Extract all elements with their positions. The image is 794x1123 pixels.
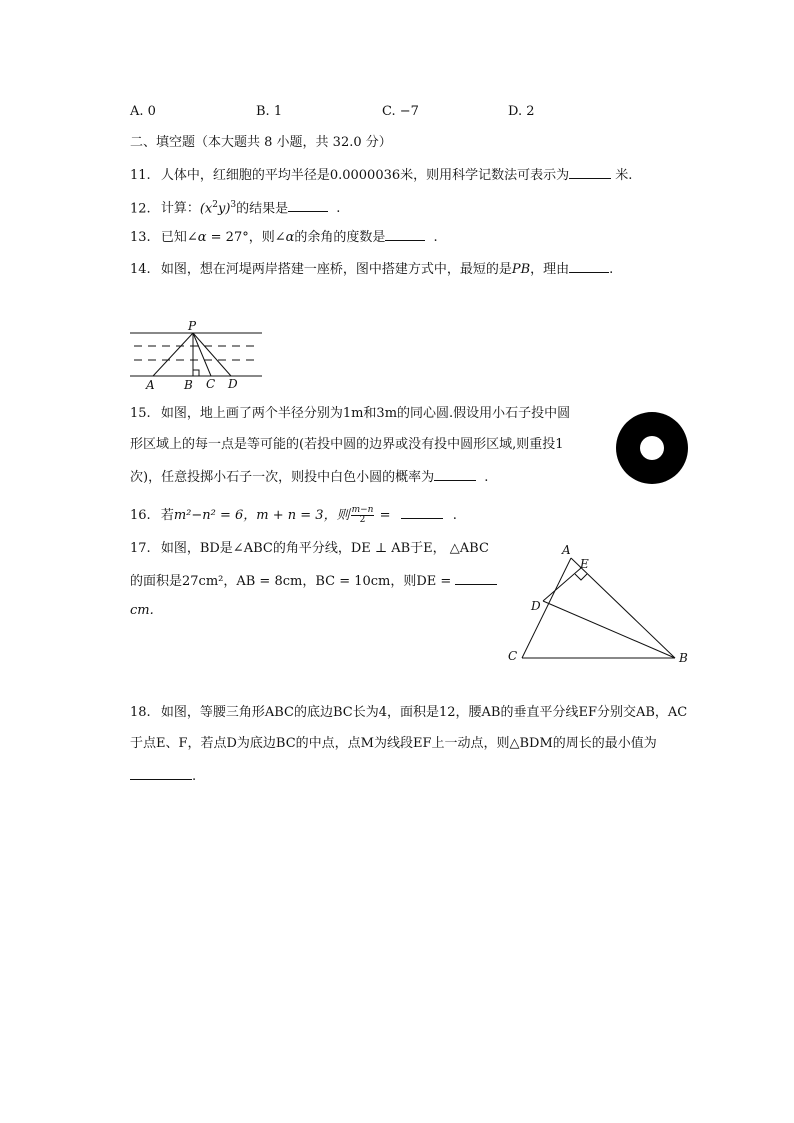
question-number: 13. <box>130 230 151 245</box>
option-b: B. 1 <box>256 104 283 119</box>
label-b: B <box>184 378 193 392</box>
answer-blank[interactable] <box>455 571 497 585</box>
concentric-circles-figure <box>614 410 690 486</box>
label-a: A <box>146 378 155 392</box>
question-tail: . <box>452 508 457 523</box>
question-number: 14. <box>130 262 151 277</box>
alpha-symbol: α <box>285 230 295 245</box>
question-post: ，理由 <box>530 262 570 277</box>
equation-1: m²−n² = 6，m + n = 3，则 <box>173 508 350 523</box>
question-15-line-3 <box>130 467 488 487</box>
question-16 <box>130 505 457 525</box>
label-d: D <box>531 599 541 613</box>
segment-pb: PB <box>511 262 531 277</box>
question-17-line-1 <box>130 540 489 558</box>
option-d: D. 2 <box>508 104 535 119</box>
question-number: 17. <box>130 541 151 556</box>
bridge-figure <box>126 318 266 394</box>
exp-2: 3 <box>230 200 237 210</box>
question-15-line-2: 形区域上的每一点是等可能的(若投中圆的边界或没有投中圆形区域,则重投1 <box>130 437 564 452</box>
question-number: 12. <box>130 201 151 217</box>
label-b: B <box>679 651 688 665</box>
answer-blank[interactable] <box>569 165 611 179</box>
question-number: 16. <box>130 508 151 523</box>
question-tail: . <box>192 769 197 784</box>
expr-mid: y) <box>217 201 231 217</box>
label-c: C <box>508 649 518 663</box>
question-text: 人体中，红细胞的平均半径是0.0000036米，则用科学记数法可表示为 <box>160 168 570 183</box>
question-number: 15. <box>130 406 151 421</box>
alpha-symbol: α <box>197 230 207 245</box>
fraction-denominator: 2 <box>359 515 366 525</box>
label-d: D <box>228 377 238 391</box>
equation-2: = <box>375 508 395 523</box>
question-17-line-2 <box>130 571 497 591</box>
answer-blank[interactable] <box>434 467 476 481</box>
question-prefix: 计算： <box>160 201 200 217</box>
question-post: 的余角的度数是 <box>294 230 386 245</box>
question-tail: 米. <box>615 168 633 183</box>
answer-blank[interactable] <box>401 505 443 519</box>
question-prefix: 若 <box>160 508 174 523</box>
section-title: 二、填空题（本大题共 8 小题，共 32.0 分） <box>130 135 392 150</box>
question-18-line-3 <box>130 766 196 786</box>
question-tail: . <box>433 230 438 245</box>
answer-blank[interactable] <box>385 227 425 241</box>
expr-base: (x <box>199 201 213 217</box>
question-15-line-1 <box>130 405 570 423</box>
question-18-line-1 <box>130 704 687 722</box>
question-text: 如图，等腰三角形ABC的底边BC长为4，面积是12，腰AB的垂直平分线EF分别交AB，AC <box>160 705 688 720</box>
answer-blank[interactable] <box>130 766 192 780</box>
question-13 <box>130 227 438 247</box>
question-prefix: 已知∠ <box>160 230 198 245</box>
question-17-line-3: cm. <box>130 603 154 618</box>
question-post: 的结果是 <box>236 201 289 217</box>
question-tail: . <box>336 201 341 217</box>
question-11 <box>130 165 632 185</box>
answer-blank[interactable] <box>288 198 328 212</box>
question-number: 18. <box>130 705 151 720</box>
question-12 <box>130 196 340 218</box>
question-tail: . <box>484 470 489 485</box>
triangle-figure <box>500 538 700 670</box>
question-number: 11. <box>130 168 151 183</box>
question-18-line-2: 于点E、F，若点D为底边BC的中点，点M为线段EF上一动点，则△BDM的周长的最小值为 <box>130 736 657 751</box>
option-a: A. 0 <box>130 104 156 119</box>
fraction <box>351 506 375 525</box>
label-c: C <box>206 377 216 391</box>
answer-blank[interactable] <box>569 259 609 273</box>
label-a: A <box>562 543 571 557</box>
question-text: 的面积是27cm²，AB = 8cm，BC = 10cm，则DE = <box>130 574 452 589</box>
question-text: 次)，任意投掷小石子一次，则投中白色小圆的概率为 <box>130 470 435 485</box>
option-c: C. −7 <box>382 104 419 119</box>
question-text: 如图，地上画了两个半径分别为1m和3m的同心圆.假设用小石子投中圆 <box>160 406 571 421</box>
equation: = 27°，则∠ <box>206 230 286 245</box>
label-e: E <box>580 557 589 571</box>
question-text: 如图，BD是∠ABC的角平分线，DE ⊥ AB于E， △ABC <box>160 541 489 556</box>
fraction-numerator: m−n <box>351 505 374 515</box>
question-prefix: 如图，想在河堤两岸搭建一座桥，图中搭建方式中，最短的是 <box>160 262 512 277</box>
question-tail: . <box>609 262 614 277</box>
question-14 <box>130 259 613 279</box>
label-p: P <box>188 319 197 333</box>
inner-white-circle <box>640 436 664 460</box>
exp-1: 2 <box>212 200 218 210</box>
